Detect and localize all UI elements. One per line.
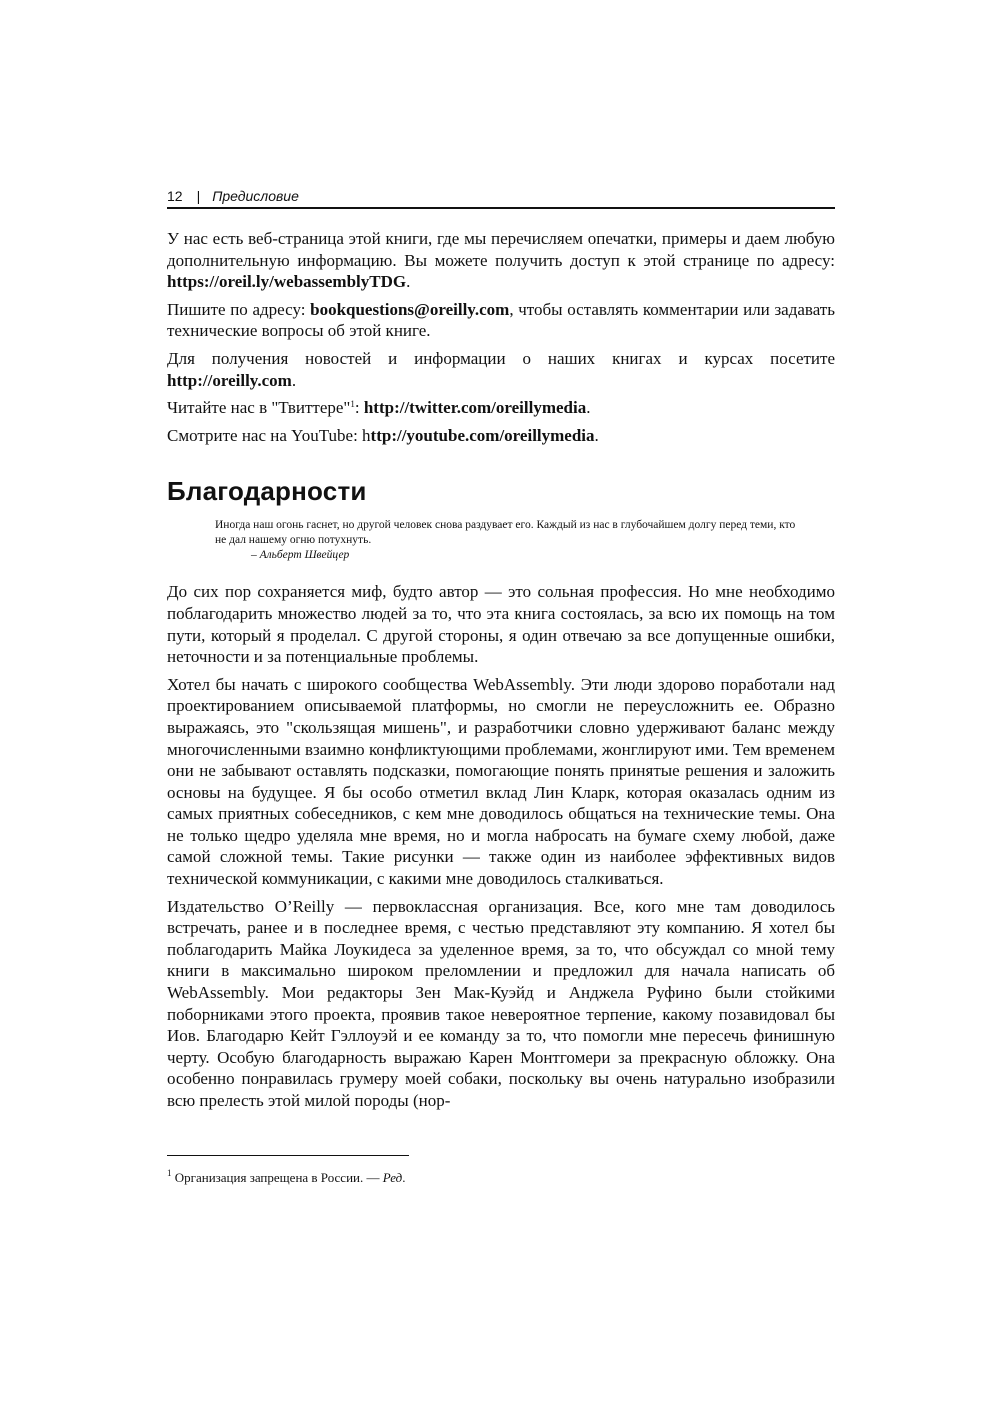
footnote-number: 1 <box>167 1168 172 1178</box>
body-paragraph: До сих пор сохраняется миф, будто автор — это сольная профессия. Но мне необходимо поблагодарить множество людей за то, что эта книга состоялась, за всю их помощь на том пути, который я проделал. С другой стороны, я один отвечаю за все допущенные ошибки, неточности и за потенциальные проблемы. <box>167 582 835 667</box>
footnote-marker: 1 <box>350 399 355 410</box>
contact-paragraph-news <box>167 348 835 391</box>
youtube-link[interactable]: ttp://youtube.com/oreillymedia <box>370 425 595 445</box>
epigraph <box>215 518 805 563</box>
body-paragraph: Издательство O’Reilly — первоклассная организация. Все, кого мне там доводилось встречать, ранее и в последнее время, с честью представляют эту компанию. Я хотел бы поблагодарить Майка Лоукидеса за уделенное время, за то, что обсуждал со мной тему книги в максимально широком преломлении и предложил для начала написать об WebAssembly. Мои редакторы Зен Мак-Куэйд и Анджела Руфино были стойкими поборниками этого проекта, проявив такое невероятное терпение, какому позавидовал бы Иов. Благодарю Кейт Гэллоуэй и ее команду за то, что помогли мне пересечь финишную черту. Особую благодарность выражаю Карен Монтгомери за прекрасную обложку. Она особенно понравилась грумеру моей собаки, поскольку вы очень натурально изобразили всю прелесть этой милой породы (нор- <box>167 896 835 1110</box>
paragraph-text: Читайте нас в "Твиттере" <box>167 398 351 418</box>
footnote-text: Организация запрещена в России. — <box>171 1170 383 1185</box>
running-header <box>167 187 835 209</box>
footnote-end: . <box>402 1170 406 1185</box>
paragraph-text: Смотрите нас на YouTube: h <box>167 425 371 445</box>
footnote-editor: Ред <box>382 1170 403 1185</box>
body-paragraph: Хотел бы начать с широкого сообщества WebAssembly. Эти люди здорово поработали над проектированием описываемой платформы, но смогли не переусложнить ее. Образно выражаясь, это "скользящая мишень", и разработчики словно удерживают баланс между многочисленными взаимно конфликтующими проблемами, жонглируют ими. Тем временем они не забывают оставлять подсказки, помогающие понять принятые решения и заложить основы на будущее. Я бы особо отметил вклад Лин Кларк, которая оказалась одним из самых приятных собеседников, с кем мне доводилось общаться на технические темы. Она не только щедро уделяла мне время, но и могла набросать на бумаге схему любой, даже самой сложной темы. Такие рисунки — также один из наиболее эффективных видов технической коммуникации, с какими мне доводилось сталкиваться. <box>167 674 835 889</box>
section-heading: Благодарности <box>167 476 367 507</box>
contact-paragraph-twitter <box>167 397 835 419</box>
contact-paragraph-youtube <box>167 425 835 447</box>
contact-paragraph-email <box>167 299 835 342</box>
contact-paragraph-webpage <box>167 228 835 293</box>
paragraph-end: . <box>586 398 591 418</box>
paragraph-end: , чтобы оставлять комментарии или задавать технические вопросы об этой книге. <box>167 299 835 341</box>
chapter-title: Предисловие <box>212 188 299 204</box>
epigraph-author: – Альберт Швейцер <box>251 549 350 562</box>
paragraph-end: . <box>594 425 599 445</box>
paragraph-text: Для получения новостей и информации о наших книгах и курсах посетите <box>167 348 835 368</box>
paragraph-end: . <box>406 272 411 292</box>
footnote <box>167 1169 835 1186</box>
epigraph-quote: Иногда наш огонь гаснет, но другой человек снова раздувает его. Каждый из нас в глубочайшем долгу перед теми, кто не дал нашему огню потухнуть. <box>215 519 796 547</box>
header-separator: | <box>196 188 201 204</box>
page-body <box>167 228 835 1118</box>
paragraph-text: Пишите по адресу: <box>167 299 311 319</box>
oreilly-site-link[interactable]: http://oreilly.com <box>167 370 292 390</box>
email-link[interactable]: bookquestions@oreilly.com <box>310 299 510 319</box>
paragraph-end: . <box>291 370 297 390</box>
webpage-link[interactable]: https://oreil.ly/webassemblyTDG <box>167 272 407 292</box>
paragraph-text: У нас есть веб-страница этой книги, где мы перечисляем опечатки, примеры и даем любую дополнительную информацию. Вы можете получить доступ к этой странице по адресу: <box>167 229 835 270</box>
footnote-divider <box>167 1155 409 1156</box>
page-number: 12 <box>167 188 183 204</box>
paragraph-text: : <box>354 398 364 418</box>
twitter-link[interactable]: http://twitter.com/oreillymedia <box>363 398 587 418</box>
